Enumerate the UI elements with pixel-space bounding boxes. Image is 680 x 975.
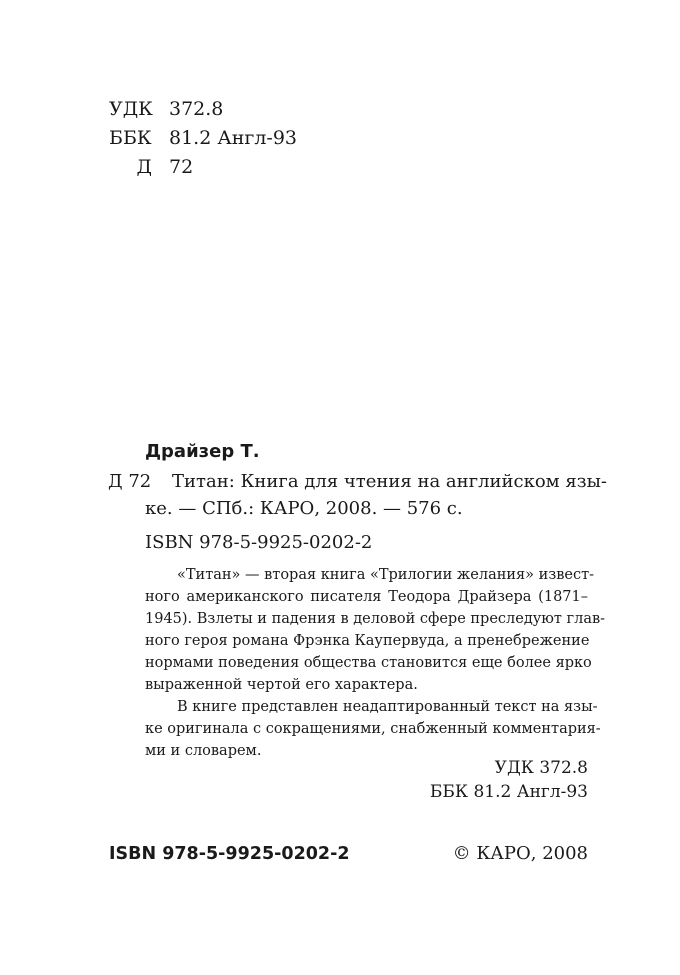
udk-code: УДК 372.8 (494, 758, 588, 778)
annotation-line: 1945). Взлеты и падения в деловой сфере преследуют глав- (145, 611, 606, 627)
card-author-mark: Д 72 (108, 471, 152, 492)
annotation (145, 564, 606, 762)
annotation-line: ке оригинала с сокращениями, снабженный комментария- (145, 721, 601, 737)
annotation-line: ного героя романа Фрэнка Каупервуда, а пренебрежение (145, 633, 590, 649)
classification-key: ББК (109, 127, 152, 149)
card-author: Драйзер Т. (145, 441, 260, 462)
bbk-code: ББК 81.2 Англ-93 (429, 782, 588, 802)
classification-row-udk (109, 95, 297, 124)
classification-row-author-mark (109, 153, 297, 182)
classification-value: 72 (169, 156, 194, 178)
card-title-line-1: Титан: Книга для чтения на английском язы- (172, 471, 607, 492)
classification-row-bbk (109, 124, 297, 153)
footer-copyright: © КАРО, 2008 (452, 843, 588, 864)
card-isbn: ISBN 978-5-9925-0202-2 (145, 532, 373, 553)
annotation-line: «Титан» — вторая книга «Трилогии желания» извест- (177, 567, 595, 583)
annotation-line: ного американского писателя Теодора Драйзера (1871– (145, 589, 588, 605)
annotation-line: нормами поведения общества становится еще более ярко (145, 655, 592, 671)
card-title-line-2: ке. — СПб.: КАРО, 2008. — 576 с. (145, 498, 463, 519)
annotation-line: ми и словарем. (145, 743, 262, 759)
index-codes (430, 756, 588, 804)
classification-block (109, 95, 297, 182)
classification-value: 372.8 (169, 98, 224, 120)
classification-key: Д (136, 156, 152, 178)
annotation-line: В книге представлен неадаптированный текст на язы- (177, 699, 598, 715)
classification-key: УДК (109, 98, 153, 120)
annotation-line: выраженной чертой его характера. (145, 677, 418, 693)
classification-value: 81.2 Англ-93 (169, 127, 298, 149)
footer-isbn: ISBN 978-5-9925-0202-2 (109, 844, 350, 864)
